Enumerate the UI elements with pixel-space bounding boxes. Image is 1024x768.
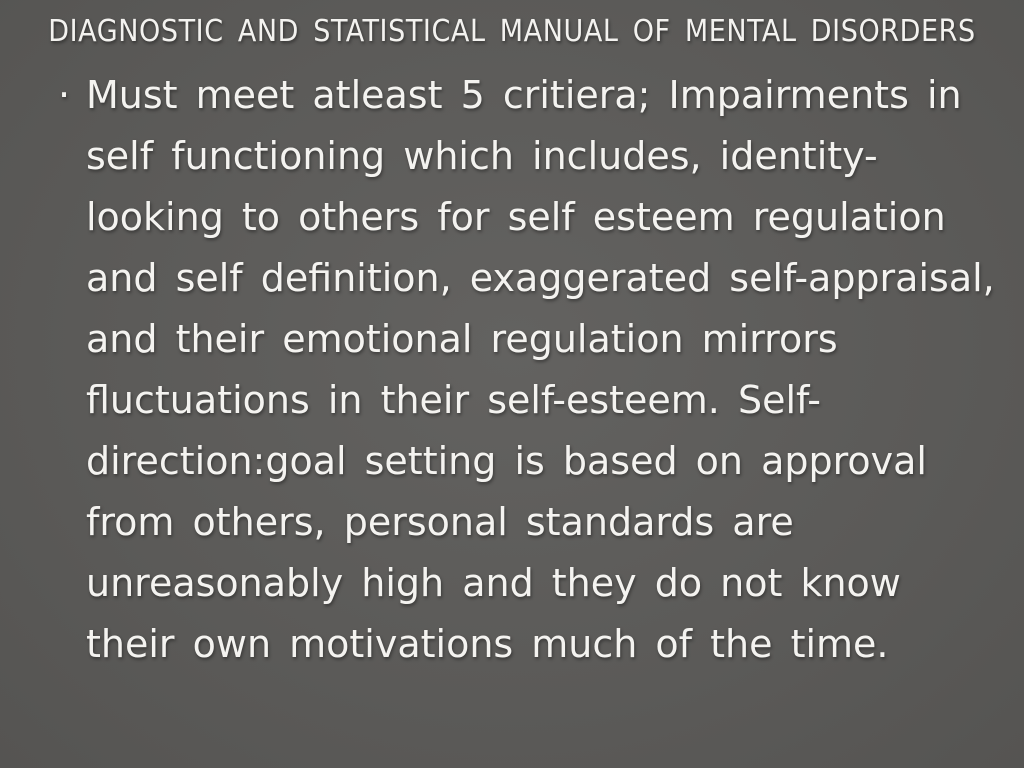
slide-title: DIAGNOSTIC AND STATISTICAL MANUAL OF MENTAL DISORDERS: [48, 14, 976, 49]
bullet-list: [58, 65, 1003, 675]
bullet-marker-icon: ·: [58, 73, 71, 117]
bullet-text: Must meet atleast 5 critiera; Impairments in self functioning which includes, identity-looking to others for self esteem regulation and self definition, exaggerated self-appraisal, and their emotional regulation mirrors fluctuations in their self-esteem. Self-direction:goal setting is based on approval from others, personal standards are unreasonably high and they do not know their own motivations much of the time.: [86, 73, 995, 666]
bullet-item: [58, 65, 1003, 675]
